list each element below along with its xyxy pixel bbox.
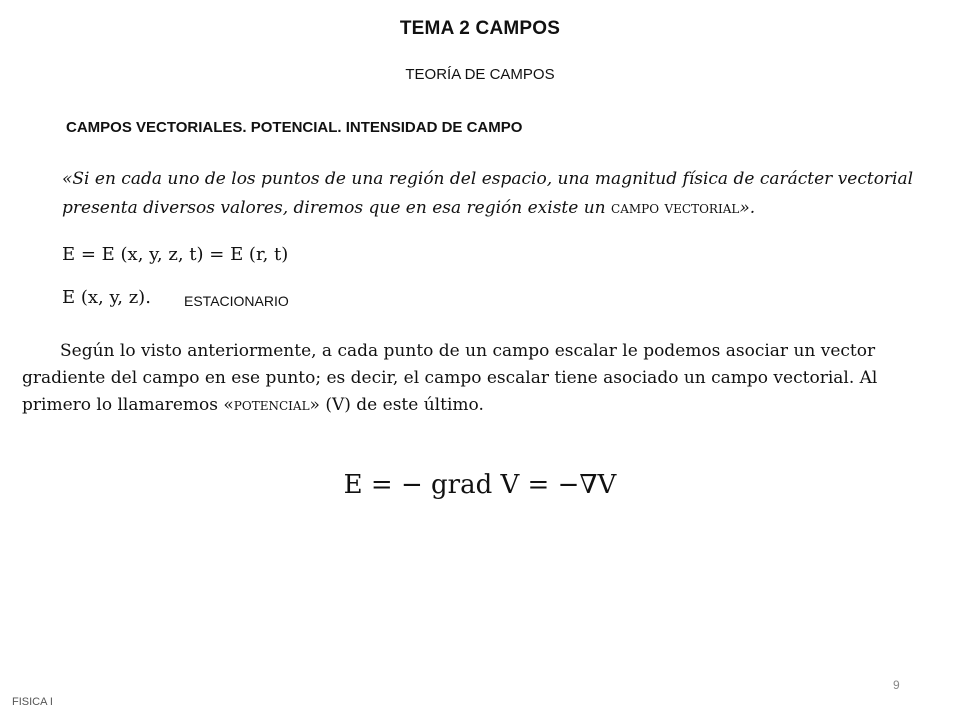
field-equation: E = E (x, y, z, t) = E (r, t) [62,244,289,265]
quote-text: «Si en cada uno de los puntos de una región del espacio, una magnitud física de carácter vectorial presenta diversos valores, diremos que en esa región existe un [62,169,914,218]
quote-closing: ». [739,198,756,218]
paragraph-text: Según lo visto anteriormente, a cada punto de un campo escalar le podemos asociar un vector gradiente del campo en ese punto; es decir, el campo escalar tiene asociado un campo vectorial. Al primero lo llamaremos [22,341,878,415]
gradient-equation: E = − grad V = −∇V [343,470,617,500]
page-number: 9 [893,678,900,692]
paragraph-ending: (V) de este último. [319,395,484,415]
definition-quote [62,165,942,223]
paragraph-term: «potencial» [223,395,320,415]
slide-subtitle: TEORÍA DE CAMPOS [405,66,555,83]
slide-title: TEMA 2 CAMPOS [399,18,561,39]
footer-label: FISICA I [12,696,53,708]
quote-term: campo vectorial [611,198,740,218]
stationary-label: ESTACIONARIO [184,293,289,309]
potential-paragraph [22,338,940,419]
stationary-equation: E (x, y, z). [62,287,151,308]
section-heading: CAMPOS VECTORIALES. POTENCIAL. INTENSIDAD DE CAMPO [66,119,523,136]
